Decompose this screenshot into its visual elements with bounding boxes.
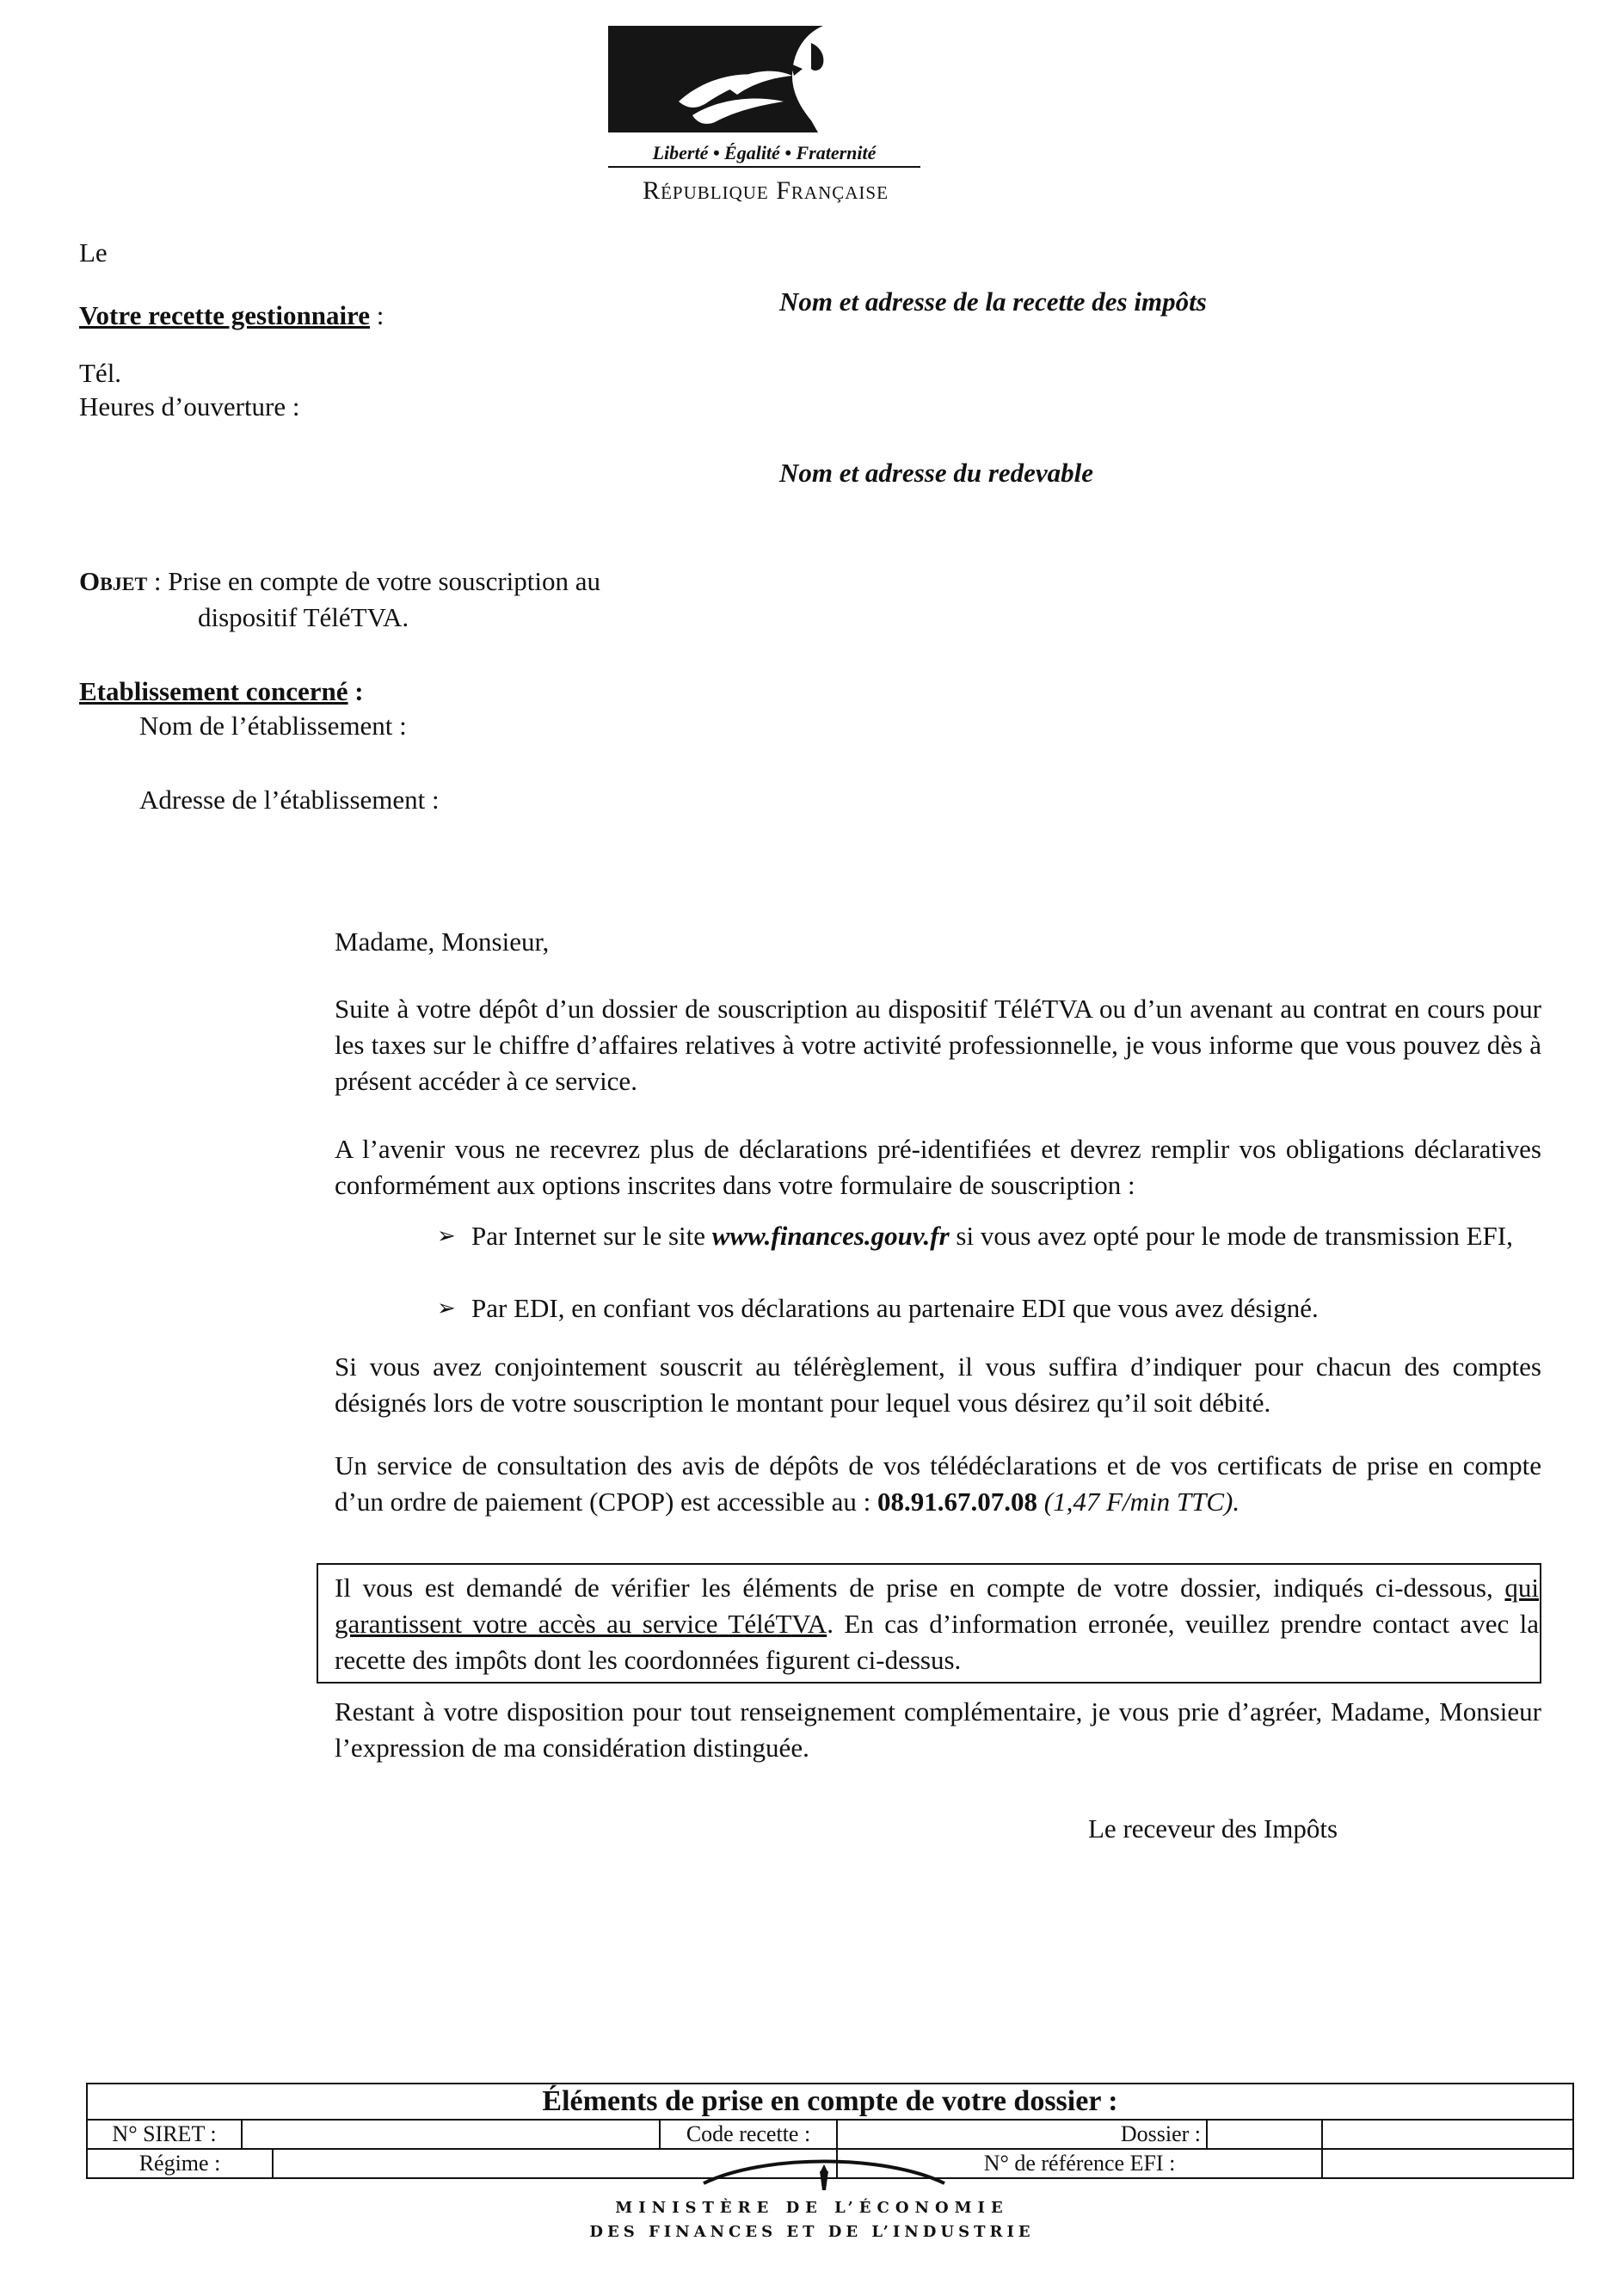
- office-label: Votre recette gestionnaire: [79, 300, 371, 330]
- subject-label: Objet: [79, 566, 148, 596]
- arrow-bullet-icon: ➢: [437, 1296, 456, 1320]
- closing-paragraph: Restant à votre disposition pour tout renseignement complémentaire, je vous prie d’agréer, Madame, Monsieur l’expression de ma considération distinguée.: [335, 1696, 1541, 1763]
- paragraph-consultation-service: [335, 1448, 1541, 1520]
- establishment-address-label: Adresse de l’établissement :: [139, 785, 440, 815]
- salutation: Madame, Monsieur,: [335, 926, 550, 957]
- motto-divider: [608, 166, 920, 168]
- subject-line: [79, 563, 600, 600]
- bullet-internet: [437, 1218, 1541, 1254]
- arrow-bullet-icon: ➢: [437, 1223, 456, 1248]
- dossier-extra: [1322, 2120, 1573, 2149]
- establishment-colon: :: [348, 676, 364, 706]
- verification-notice-text: [335, 1570, 1539, 1678]
- phone-label: Tél.: [79, 358, 122, 388]
- office-colon: :: [370, 300, 384, 330]
- consultation-text: Un service de consultation des avis de dépôts de vos télédéclarations et de vos certificats de prise en compte d’un ordre de paiement (CPOP) est accessible au :: [335, 1450, 1541, 1517]
- paragraph-obligations: A l’avenir vous ne recevrez plus de déclarations pré-identifiées et devrez remplir vos obligations déclaratives conformément aux options inscrites dans votre formulaire de souscription :: [335, 1134, 1541, 1200]
- ministry-name-line1: MINISTÈRE DE L’ÉCONOMIE: [615, 2199, 1009, 2217]
- dossier-value: [1207, 2120, 1322, 2149]
- office-heading: [79, 298, 384, 334]
- bullet-edi-text: Par EDI, en confiant vos déclarations au partenaire EDI que vous avez désigné.: [471, 1293, 1319, 1323]
- subject-text-line1: : Prise en compte de votre souscription au: [147, 566, 601, 596]
- bullet-internet-suffix: si vous avez opté pour le mode de transmission EFI,: [949, 1221, 1513, 1251]
- efi-ref-value: [1322, 2149, 1573, 2178]
- hours-label: Heures d’ouverture :: [79, 391, 300, 422]
- elements-table-title: Éléments de prise en compte de votre dossier :: [87, 2084, 1573, 2120]
- date-label: Le: [79, 237, 108, 268]
- bullet-internet-prefix: Par Internet sur le site: [471, 1221, 712, 1251]
- republic-heading: République Française: [643, 176, 889, 205]
- motto: Liberté • Égalité • Fraternité: [652, 142, 877, 163]
- paragraph-subscription: Suite à votre dépôt d’un dossier de souscription au dispositif TéléTVA ou d’un avenant au contrat en cours pour les taxes sur le chiffre d’affaires relatives à votre activité professionnelle, je vous informe que vous pouvez dès à présent accéder à ce service.: [335, 994, 1541, 1096]
- efi-ref-label: N° de référence EFI :: [837, 2149, 1322, 2178]
- siret-value: [242, 2120, 660, 2149]
- regime-label: Régime :: [87, 2149, 273, 2178]
- marianne-logo: [608, 26, 920, 132]
- finances-website-link[interactable]: www.finances.gouv.fr: [711, 1221, 950, 1251]
- establishment-label: Etablissement concerné: [79, 676, 348, 706]
- establishment-heading: [79, 674, 364, 710]
- signature: Le receveur des Impôts: [1088, 1813, 1338, 1844]
- paragraph-telereglement: Si vous avez conjointement souscrit au télérèglement, il vous suffira d’indiquer pour chacun des comptes désignés lors de votre souscription le montant pour lequel vous désirez qu’il soit débité.: [335, 1351, 1541, 1418]
- ministry-name-line2: DES FINANCES ET DE L’INDUSTRIE: [589, 2223, 1035, 2241]
- notice-underlined: qui garantissent votre accès au service TéléTVA: [335, 1573, 1539, 1639]
- establishment-name-label: Nom de l’établissement :: [139, 711, 407, 741]
- bullet-edi: [437, 1290, 1541, 1327]
- consultation-phone: 08.91.67.07.08: [877, 1487, 1038, 1517]
- consultation-rate: (1,47 F/min TTC).: [1037, 1487, 1240, 1517]
- subject-text-line2: dispositif TéléTVA.: [198, 602, 409, 632]
- recipient-placeholder: Nom et adresse du redevable: [779, 458, 1094, 488]
- notice-prefix: Il vous est demandé de vérifier les éléments de prise en compte de votre dossier, indiqués ci-dessous,: [335, 1573, 1505, 1603]
- ministry-emblem-icon: [695, 2147, 953, 2190]
- dossier-label: Dossier :: [837, 2120, 1207, 2149]
- office-name-placeholder: Nom et adresse de la recette des impôts: [779, 286, 1207, 317]
- notice-suffix: . En cas d’information erronée, veuillez prendre contact avec la recette des impôts dont les coordonnées figurent ci-dessus.: [335, 1609, 1539, 1675]
- code-recette-label: Code recette :: [660, 2120, 837, 2149]
- siret-label: N° SIRET :: [87, 2120, 242, 2149]
